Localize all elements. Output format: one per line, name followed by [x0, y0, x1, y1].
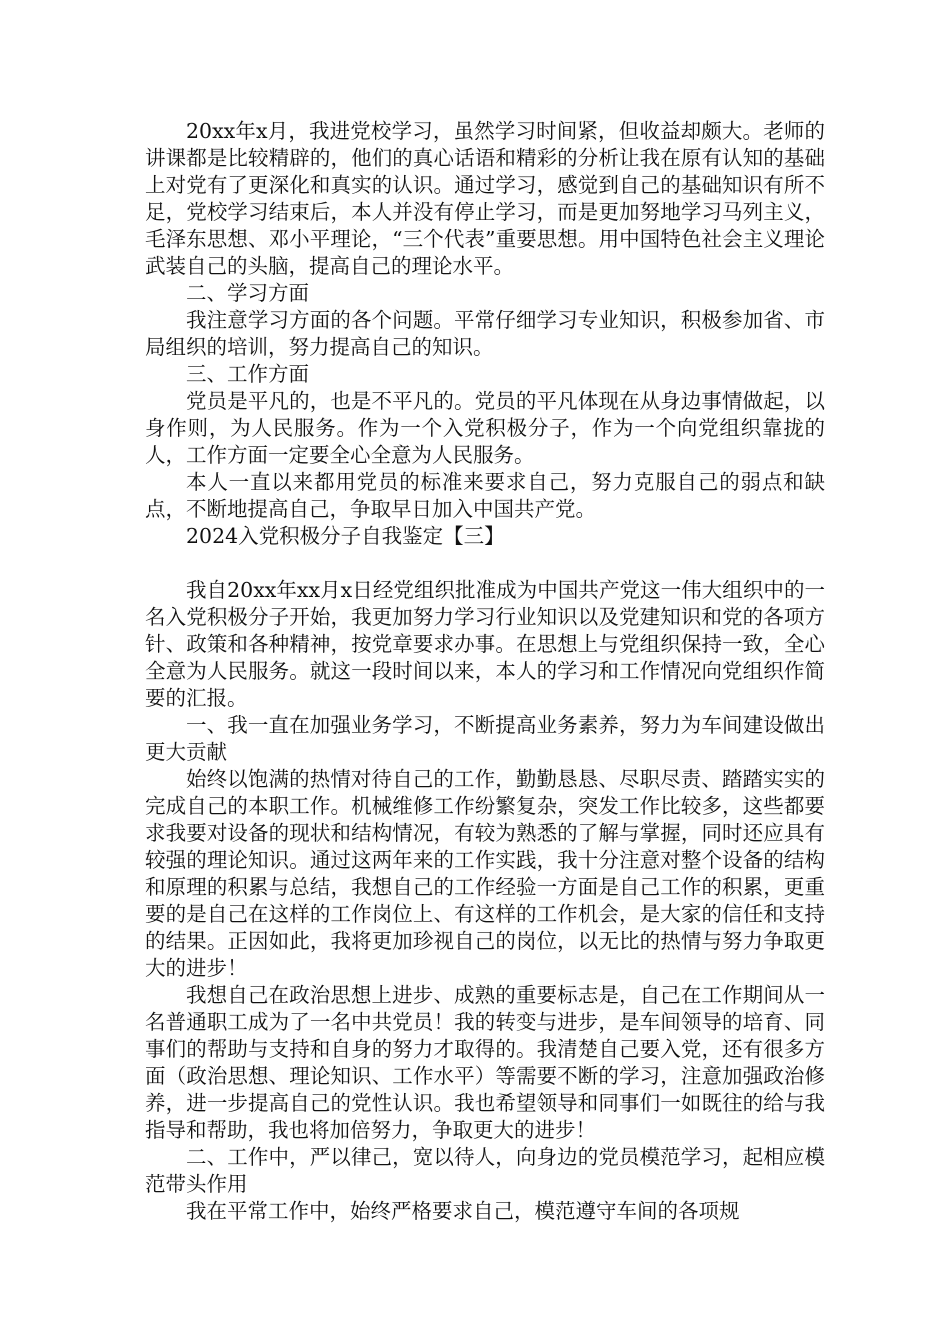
heading-self-discipline: 二、工作中，严以律己，宽以待人，向身边的党员模范学习，起相应模范带头作用	[145, 1145, 825, 1196]
paragraph-intro-study: 20xx年x月，我进党校学习，虽然学习时间紧，但收益却颇大。老师的讲课都是比较精辟的，他们的真心话语和精彩的分析让我在原有认知的基础上对党有了更深化和真实的认识。通过学习，感觉到自己的基础知识有所不足，党校学习结束后，本人并没有停止学习，而是更加努地学习马列主义，毛泽东思想、邓小平理论，“三个代表”重要思想。用中国特色社会主义理论武装自己的头脑，提高自己的理论水平。	[145, 119, 825, 278]
heading-work-aspect: 三、工作方面	[186, 362, 309, 386]
paragraph-self-requirement: 本人一直以来都用党员的标准来要求自己，努力克服自己的弱点和缺点，不断地提高自己，争取早日加入中国共产党。	[145, 470, 825, 521]
heading-study-aspect: 二、学习方面	[186, 281, 309, 305]
paragraph-strict-requirement: 我在平常工作中，始终严格要求自己，模范遵守车间的各项规	[186, 1199, 740, 1223]
paragraph-study-aspect: 我注意学习方面的各个问题。平常仔细学习专业知识，积极参加省、市局组织的培训，努力提高自己的知识。	[145, 308, 825, 359]
paragraph-political-progress: 我想自己在政治思想上进步、成熟的重要标志是，自己在工作期间从一名普通职工成为了一名中共党员！我的转变与进步，是车间领导的培育、同事们的帮助与支持和自身的努力才取得的。我清楚自己要入党，还有很多方面（政治思想、理论知识、工作水平）等需要不断的学习，注意加强政治修养，进一步提高自己的党性认识。我也希望领导和同事们一如既往的给与我指导和帮助，我也将加倍努力，争取更大的进步！	[145, 983, 825, 1142]
blank-line	[145, 550, 825, 577]
paragraph-work-aspect: 党员是平凡的，也是不平凡的。党员的平凡体现在从身边事情做起，以身作则，为人民服务。作为一个入党积极分子，作为一个向党组织靠拢的人，工作方面一定要全心全意为人民服务。	[145, 389, 825, 467]
heading-business-study: 一、我一直在加强业务学习，不断提高业务素养，努力为车间建设做出更大贡献	[145, 713, 825, 764]
document-page	[145, 118, 825, 1225]
paragraph-work-attitude: 始终以饱满的热情对待自己的工作，勤勤恳恳、尽职尽责、踏踏实实的完成自己的本职工作。机械维修工作纷繁复杂，突发工作比较多，这些都要求我要对设备的现状和结构情况，有较为熟悉的了解与掌握，同时还应具有较强的理论知识。通过这两年来的工作实践，我十分注意对整个设备的结构和原理的积累与总结，我想自己的工作经验一方面是自己工作的积累，更重要的是自己在这样的工作岗位上、有这样的工作机会，是大家的信任和支持的结果。正因如此，我将更加珍视自己的岗位，以无比的热情与努力争取更大的进步！	[145, 767, 825, 980]
paragraph-approval: 我自20xx年xx月x日经党组织批准成为中国共产党这一伟大组织中的一名入党积极分子开始，我更加努力学习行业知识以及党建知识和党的各项方针、政策和各种精神，按党章要求办事。在思想上与党组织保持一致，全心全意为人民服务。就这一段时间以来，本人的学习和工作情况向党组织作简要的汇报。	[145, 578, 825, 710]
section-title-three: 2024入党积极分子自我鉴定【三】	[186, 524, 505, 548]
